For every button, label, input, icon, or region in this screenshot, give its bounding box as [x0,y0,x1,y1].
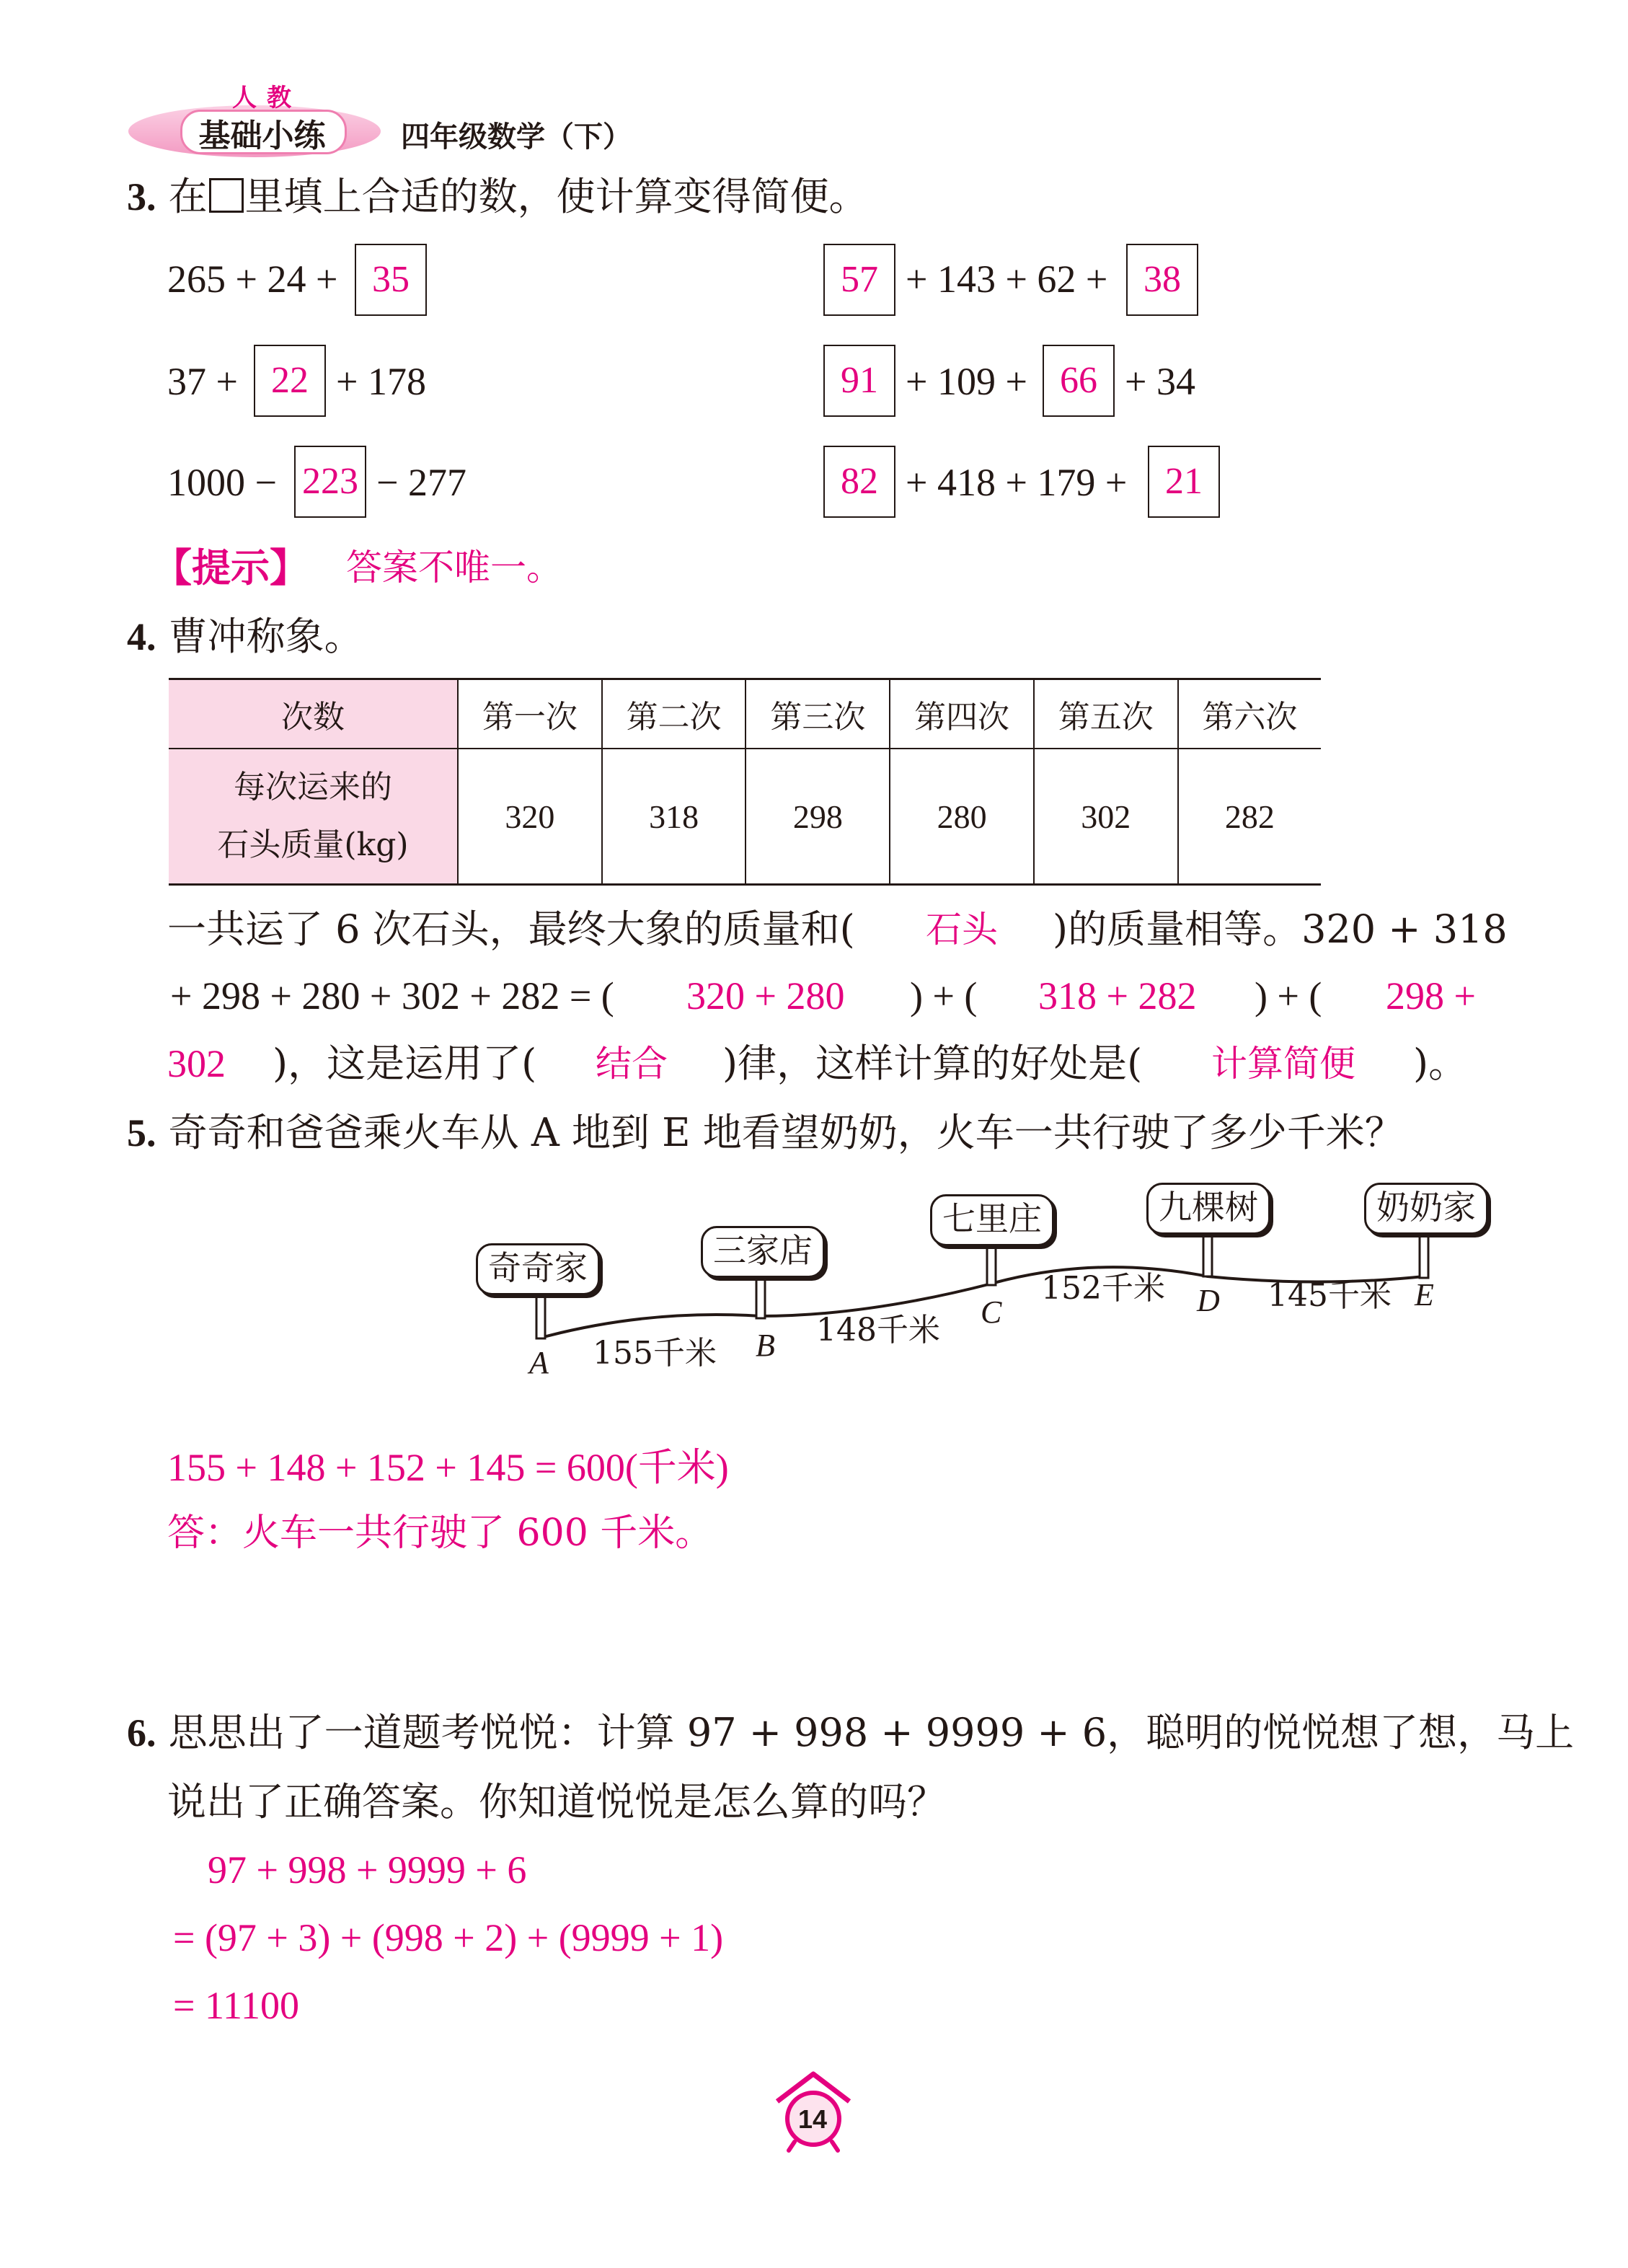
q5-number: 5 [127,1111,146,1155]
q4-text-3c: )。 [1413,1041,1468,1086]
q3-answer-box: 22 [254,345,326,417]
q4-answer-law: 结合 [596,1043,668,1085]
q3-answer-box: 91 [823,345,895,417]
q3-expr-left-3b: − 277 [376,461,466,504]
place-sign: 奶奶家 [1364,1183,1488,1235]
table-cell: 280 [890,749,1034,885]
q6-line-2: 说出了正确答案。你知道悦悦是怎么算的吗？ [167,1779,946,1824]
q3-hint-label: 【提示】 [153,544,309,591]
q6-step-2: = (97 + 3) + (998 + 2) + (9999 + 1) [173,1916,724,1959]
q3-answer-box: 21 [1148,446,1220,518]
q4-text-2b: ) + ( [910,974,978,1018]
q4-title: 4. 曹冲称象。 [127,614,363,659]
point-label: A [529,1345,549,1380]
q4-answer-group-3b: 302 [167,1042,226,1085]
q5-answer: 答：火车一共行驶了 600 千米。 [167,1512,713,1555]
q6-step-3: = 11100 [173,1984,299,2027]
q6-line-1: 6. 思思出了一道题考悦悦：计算 97 + 998 + 9999 + 6，聪明的悦悦想了想，马上 [127,1710,1575,1755]
table-cell: 282 [1178,749,1321,885]
table-col-header: 第二次 [602,679,746,749]
q4-answer-group-3a: 298 + [1386,974,1476,1018]
q4-answer-stone: 石头 [926,909,998,950]
q4-answer-group-1: 320 + 280 [686,974,845,1018]
q3-expr-right-2a: + 109 + [906,360,1027,403]
header-series: 基础小练 [198,118,326,154]
table-col-header: 第五次 [1034,679,1178,749]
q3-answer-box: 82 [823,446,895,518]
q3-number: 3 [127,175,146,219]
header-subject: 四年级数学（下） [401,120,632,154]
table-col-header: 第一次 [458,679,602,749]
point-label: D [1197,1283,1220,1318]
q5-title: 5. 奇奇和爸爸乘火车从 A 地到 E 地看望奶奶，火车一共行驶了多少千米？ [127,1110,1404,1155]
distance-label: 145千米 [1268,1277,1392,1314]
q3-expr-left-3a: 1000 − [167,461,277,504]
q3-answer-box: 57 [823,244,895,316]
q4-text-3b: )律，这样计算的好处是( [722,1041,1143,1086]
signpost-e [1420,1229,1428,1278]
stone-weight-table [169,678,1321,886]
signpost-a [536,1288,545,1338]
q3-expr-right-1: + 143 + 62 + [906,257,1108,301]
q3-prompt: 3. 在 里填上合适的数，使计算变得简便。 [127,174,868,219]
table-col-header: 第四次 [890,679,1034,749]
q3-expr-right-3: + 418 + 179 + [906,461,1128,504]
distance-label: 148千米 [816,1312,940,1349]
q3-expr-left-2b: + 178 [336,360,426,403]
q4-text-3a: )，这是运用了( [273,1041,537,1086]
table-cell: 318 [602,749,746,885]
q4-text-1a: 一共运了 6 次石头，最终大象的质量和( [167,906,855,952]
q6-step-1: 97 + 998 + 9999 + 6 [208,1848,527,1892]
table-cell: 302 [1034,749,1178,885]
q3-expr-right-2b: + 34 [1125,360,1195,403]
q3-hint-text: 答案不唯一。 [346,547,562,588]
point-label: C [981,1294,1002,1330]
table-cell: 320 [458,749,602,885]
q4-answer-group-2: 318 + 282 [1038,974,1197,1018]
page-number: 14 [797,2104,828,2134]
place-sign: 奇奇家 [476,1243,600,1295]
q4-number: 4 [127,615,146,658]
place-sign: 九棵树 [1146,1183,1270,1235]
signpost-d [1203,1229,1212,1276]
point-label: E [1415,1277,1434,1312]
table-cell: 298 [746,749,890,885]
q3-expr-left-2a: 37 + [167,360,238,403]
q5-calculation: 155 + 148 + 152 + 145 = 600(千米) [167,1446,729,1489]
blank-box-icon [209,178,244,213]
distance-label: 155千米 [593,1335,717,1372]
place-sign: 七里庄 [930,1194,1054,1246]
table-header-weight: 每次运来的 石头质量(kg) [169,749,458,885]
q4-text-1b: )的质量相等。320 + 318 [1053,906,1508,952]
q3-answer-box: 66 [1043,345,1115,417]
q4-answer-benefit: 计算简便 [1211,1043,1355,1085]
header-edition: 人教 [232,84,301,112]
place-sign: 三家店 [701,1226,825,1278]
q3-answer-box: 35 [355,244,427,316]
point-label: B [756,1328,775,1363]
q4-text-2a: + 298 + 280 + 302 + 282 = ( [170,974,614,1018]
table-col-header: 第三次 [746,679,890,749]
distance-label: 152千米 [1041,1270,1165,1307]
q3-answer-box: 38 [1126,244,1198,316]
table-header-count: 次数 [169,679,458,749]
q4-text-2c: ) + ( [1255,974,1322,1018]
table-col-header: 第六次 [1178,679,1321,749]
q6-number: 6 [127,1711,146,1755]
q3-answer-box: 223 [294,446,366,518]
q3-expr-left-1: 265 + 24 + [167,257,338,301]
